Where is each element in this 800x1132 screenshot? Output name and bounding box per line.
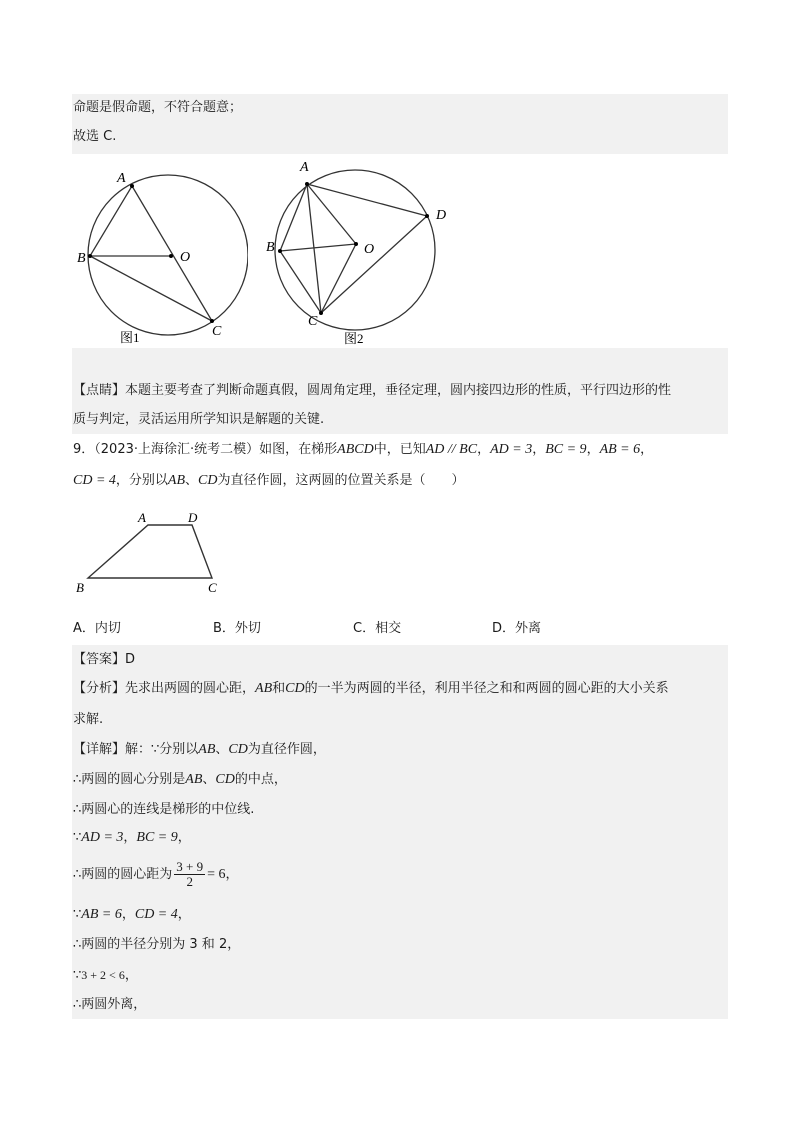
math-bc: BC = 9 <box>136 830 178 845</box>
fraction <box>174 860 205 889</box>
option-a[interactable]: A．内切 <box>73 621 121 636</box>
question-source: （2023·上海徐汇·统考二模） <box>94 442 260 457</box>
comma: ， <box>532 442 546 457</box>
math-ab: AB <box>255 681 273 696</box>
comment-line: 【点睛】本题主要考查了判断命题真假，圆周角定理，垂径定理，圆内接四边形的性质，平行四边形的性 <box>73 383 672 398</box>
comment-line: 质与判定，灵活运用所学知识是解题的关键. <box>73 412 325 427</box>
answer-line: 【答案】D <box>73 652 136 667</box>
detail-text: 【详解】解：∵分别以 <box>73 742 199 757</box>
question-text: ，分别以 <box>115 473 168 488</box>
separator: 、 <box>185 473 199 488</box>
detail-line-9: ∴两圆外离， <box>73 997 147 1012</box>
figure-2 <box>252 155 452 348</box>
point-label-d: D <box>436 208 447 223</box>
detail-line-7: ∴两圆的半径分别为 3 和 2， <box>73 937 241 952</box>
detail-text: ∴两圆的圆心距为 <box>73 867 173 882</box>
option-b[interactable]: B．外切 <box>213 621 261 636</box>
analysis-text: 的一半为两圆的半径，利用半径之和和两圆的圆心距的大小关系 <box>304 681 669 696</box>
math-parallel: AD // BC <box>425 442 478 457</box>
point-label-b: B <box>77 251 86 266</box>
analysis-line-1 <box>73 680 669 698</box>
point-label-a: A <box>117 171 126 186</box>
detail-line-4 <box>73 829 191 847</box>
math-bc: BC = 9 <box>545 442 587 457</box>
separator: ， <box>121 907 135 922</box>
fraction-denominator: 2 <box>186 874 193 889</box>
point-label-d: D <box>188 510 198 525</box>
figure-caption: 图2 <box>344 331 364 346</box>
point-label-o: O <box>180 250 191 265</box>
math-ab: AB <box>185 772 203 787</box>
detail-text: ∵ <box>73 907 82 922</box>
detail-text: ， <box>225 867 239 882</box>
detail-line-2 <box>73 771 287 789</box>
detail-line-6 <box>73 906 191 924</box>
separator: 、 <box>202 772 216 787</box>
math-equals: = 6 <box>207 867 226 882</box>
question-number: 9． <box>73 442 95 457</box>
question-text: 如图，在梯形 <box>259 442 338 457</box>
math-cd: CD = 4 <box>73 473 116 488</box>
comma: ， <box>477 442 491 457</box>
separator: 、 <box>215 742 229 757</box>
figure-1 <box>72 158 248 348</box>
trapezoid-figure <box>72 506 232 598</box>
math-ad: AD = 3 <box>490 442 533 457</box>
math-ab: AB = 6 <box>599 442 641 457</box>
detail-line-3: ∴两圆心的连线是梯形的中位线. <box>73 802 255 817</box>
detail-text: 为直径作圆， <box>247 742 326 757</box>
question-line-2 <box>73 472 465 490</box>
point-label-b: B <box>266 240 275 255</box>
text-line: 命题是假命题，不符合题意； <box>73 100 243 115</box>
detail-text: ， <box>124 968 138 983</box>
detail-line-8 <box>73 966 138 985</box>
math-cd: CD <box>198 473 218 488</box>
point-label-a: A <box>300 160 309 175</box>
analysis-text: 和 <box>272 681 286 696</box>
detail-text: ∵ <box>73 830 82 845</box>
analysis-line-2: 求解. <box>73 712 104 727</box>
point-label-c: C <box>308 314 318 329</box>
detail-line-1 <box>73 741 326 759</box>
math-ab: AB <box>167 473 186 488</box>
comma: ， <box>640 442 654 457</box>
comma: ， <box>586 442 600 457</box>
point-label-c: C <box>208 580 217 595</box>
text-line: 故选 C. <box>73 129 117 144</box>
point-label-a: A <box>138 510 146 525</box>
math-cd: CD <box>285 681 305 696</box>
point-label-c: C <box>212 324 222 339</box>
point-label-o: O <box>364 242 375 257</box>
math-cd: CD <box>215 772 235 787</box>
option-c[interactable]: C．相交 <box>353 621 402 636</box>
detail-text: 的中点， <box>234 772 287 787</box>
math-ad: AD = 3 <box>81 830 124 845</box>
math-cd: CD <box>228 742 248 757</box>
detail-text: ∵ <box>73 968 82 983</box>
detail-text: ∴两圆的圆心分别是 <box>73 772 186 787</box>
figure-caption: 图1 <box>120 330 140 345</box>
math-inequality: 3 + 2 < 6 <box>81 968 125 982</box>
question-text: 中，已知 <box>373 442 426 457</box>
math-cd: CD = 4 <box>134 907 178 922</box>
question-line-1 <box>73 441 653 459</box>
detail-text: ， <box>177 907 191 922</box>
math-ab: AB <box>198 742 216 757</box>
detail-line-5 <box>73 858 239 892</box>
fraction-numerator: 3 + 9 <box>176 859 204 874</box>
question-text: 为直径作圆，这两圆的位置关系是（ ） <box>217 473 465 488</box>
math-abcd: ABCD <box>337 442 374 457</box>
option-d[interactable]: D．外离 <box>492 621 542 636</box>
detail-text: ， <box>177 830 191 845</box>
analysis-text: 【分析】先求出两圆的圆心距， <box>73 681 256 696</box>
math-ab: AB = 6 <box>81 907 122 922</box>
point-label-b: B <box>76 580 84 595</box>
separator: ， <box>123 830 137 845</box>
